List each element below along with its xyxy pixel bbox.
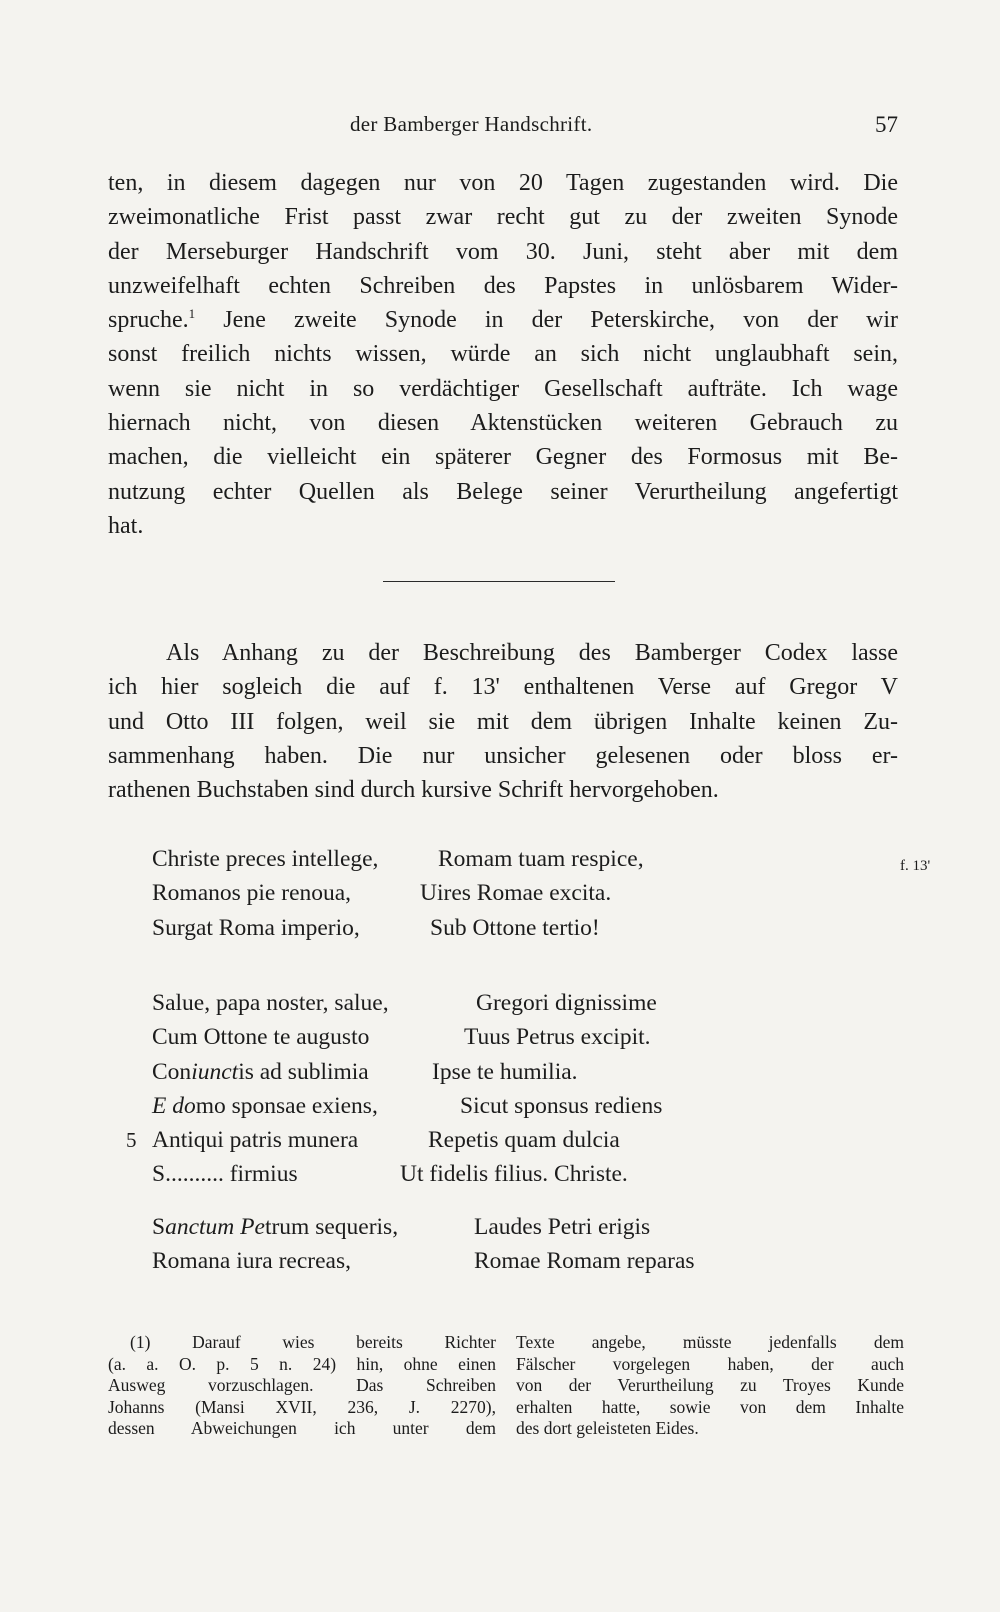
verse-line: [108, 1055, 898, 1089]
text-line: und Otto III folgen, weil sie mit dem übrigen Inhalte keinen Zu-: [108, 708, 898, 735]
text-line: der Merseburger Handschrift vom 30. Juni, steht aber mit dem: [108, 238, 898, 265]
verse-fragment: mo sponsae exiens,: [195, 1092, 378, 1119]
verse-half-a: Antiqui patris munera: [152, 1127, 359, 1154]
verse-half-b: Gregori dignissime: [476, 990, 657, 1016]
verse-half-a: Christe preces intellege,: [152, 846, 379, 872]
verse-fragment: Con: [152, 1058, 192, 1085]
text-line: wenn sie nicht in so verdächtiger Gesellschaft aufträte. Ich wage: [108, 375, 898, 402]
verse-half-b: Sub Ottone tertio!: [430, 914, 600, 941]
paragraph-2: [108, 636, 898, 807]
verse-line: [108, 911, 898, 945]
verse-half-b: Ut fidelis filius. Christe.: [400, 1161, 628, 1188]
text-line: machen, die vielleicht ein späterer Gegner des Formosus mit Be-: [108, 444, 898, 471]
text-fragment: spruche.: [108, 307, 189, 334]
verse-line: [108, 1123, 898, 1157]
verse-half-b: Tuus Petrus excipit.: [464, 1024, 651, 1051]
verse-half-a: [152, 1210, 398, 1244]
verse-line: [108, 876, 898, 910]
verse-fragment: firmius: [229, 1161, 298, 1188]
text-line: hat.: [108, 512, 144, 539]
text-line: [108, 303, 898, 337]
text-line: hiernach nicht, von diesen Aktenstücken weiteren Gebrauch zu: [108, 410, 898, 437]
verse-line: [108, 1210, 898, 1244]
footnote-line: erhalten hatte, sowie von dem Inhalte: [516, 1396, 904, 1417]
footnote-line: von der Verurtheilung zu Troyes Kunde: [516, 1375, 904, 1395]
verse-half-a: [152, 1157, 298, 1191]
uncertain-reading: iunct: [191, 1058, 239, 1085]
text-line: Als Anhang zu der Beschreibung des Bamberger Codex lasse: [166, 640, 898, 666]
verse-half-b: Uires Romae excita.: [420, 880, 612, 907]
uncertain-reading: E do: [152, 1092, 196, 1119]
footnote-line: (1) Darauf wies bereits Richter: [130, 1332, 496, 1352]
verse-stanza-3: [108, 1210, 898, 1279]
verse-fragment: is ad sublimia: [238, 1058, 369, 1085]
verse-half-b: Repetis quam dulcia: [428, 1127, 620, 1154]
verse-half-b: Sicut sponsus rediens: [460, 1092, 663, 1119]
verse-half-a: Romanos pie renoua,: [152, 880, 352, 907]
verse-half-b: Ipse te humilia.: [432, 1058, 578, 1085]
page-number: 57: [875, 112, 898, 137]
text-line: zweimonatliche Frist passt zwar recht gut zu der zweiten Synode: [108, 204, 898, 231]
verse-half-a: [152, 1055, 369, 1089]
verse-half-b: Romae Romam reparas: [474, 1248, 695, 1275]
uncertain-reading: anctum: [165, 1214, 235, 1240]
footnote-column-left: [108, 1332, 496, 1440]
footnote-line: Fälscher vorgelegen haben, der auch: [516, 1353, 904, 1374]
verse-half-a: [152, 1089, 378, 1123]
text-line: sammenhang haben. Die nur unsicher gelesenen oder bloss er-: [108, 742, 898, 769]
verse-fragment: S: [152, 1214, 166, 1240]
verse-line: [108, 1020, 898, 1054]
text-line: sonst freilich nichts wissen, würde an sich nicht unglaubhaft sein,: [108, 341, 898, 368]
footnote-line: Texte angebe, müsste jedenfalls dem: [516, 1332, 904, 1352]
footnote-line: des dort geleisteten Eides.: [516, 1418, 699, 1438]
verse-half-a: Romana iura recreas,: [152, 1248, 351, 1275]
verse-line: [108, 842, 898, 876]
verse-half-a: Surgat Roma imperio,: [152, 914, 360, 941]
text-line: ich hier sogleich die auf f. 13' enthaltenen Verse auf Gregor V: [108, 674, 898, 701]
verse-half-b: Romam tuam respice,: [438, 846, 644, 872]
verse-stanza-2: [108, 986, 898, 1192]
verse-half-b: Laudes Petri erigis: [474, 1214, 651, 1240]
verse-line: [108, 1089, 898, 1123]
uncertain-reading: Pe: [240, 1214, 265, 1240]
verse-line: [108, 986, 898, 1020]
footnote-reference: 1: [188, 306, 196, 322]
verse-half-a: Cum Ottone te augusto: [152, 1024, 370, 1051]
footnote-line: dessen Abweichungen ich unter dem: [108, 1418, 496, 1438]
verse-lacuna: S..........: [152, 1161, 224, 1188]
verse-line: [108, 1157, 898, 1191]
margin-note: f. 13': [900, 858, 931, 874]
paragraph-1: [108, 166, 898, 543]
verse-half-a: Salue, papa noster, salue,: [152, 990, 389, 1016]
section-divider: [383, 581, 615, 582]
verse-line: [108, 1244, 898, 1278]
footnote-line: (a. a. O. p. 5 n. 24) hin, ohne einen: [108, 1353, 496, 1374]
text-line: nutzung echter Quellen als Belege seiner Verurtheilung angefertigt: [108, 478, 898, 505]
running-title: der Bamberger Handschrift.: [350, 112, 593, 136]
text-line: ten, in diesem dagegen nur von 20 Tagen zugestanden wird. Die: [108, 170, 898, 196]
footnote-column-right: [516, 1332, 904, 1440]
page-header: [108, 112, 898, 142]
text-fragment: Jene zweite Synode in der Peterskirche, von der wir: [195, 307, 898, 334]
verse-fragment: trum sequeris,: [264, 1214, 399, 1240]
footnote-line: Johanns (Mansi XVII, 236, J. 2270),: [108, 1396, 496, 1417]
verse-stanza-1: [108, 842, 898, 945]
text-line: rathenen Buchstaben sind durch kursive Schrift hervorgehoben.: [108, 777, 719, 804]
footnote-line: Ausweg vorzuschlagen. Das Schreiben: [108, 1375, 496, 1395]
verse-number: 5: [126, 1128, 137, 1153]
text-line: unzweifelhaft echten Schreiben des Papstes in unlösbarem Wider-: [108, 272, 898, 299]
